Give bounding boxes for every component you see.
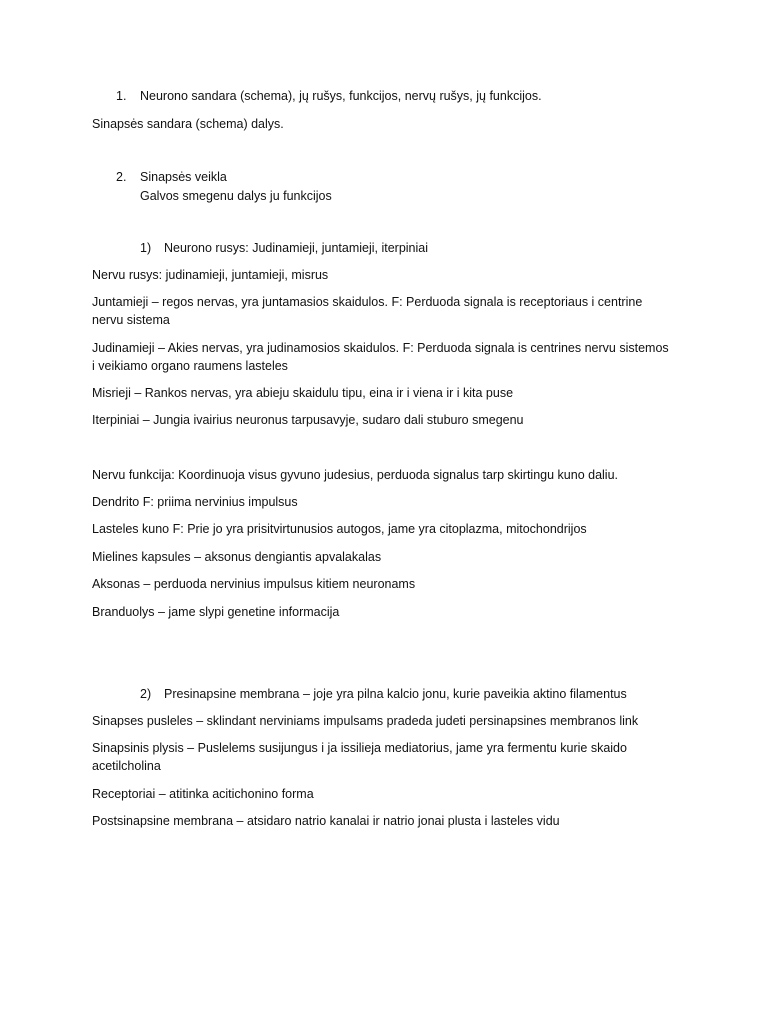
paragraph-dendrito: Dendrito F: priima nervinius impulsus <box>92 495 298 509</box>
question-2-subline: Galvos smegenu dalys ju funkcijos <box>140 189 332 203</box>
question-2-text: Sinapsės veikla <box>140 170 227 184</box>
paragraph-misrieji: Misrieji – Rankos nervas, yra abieju skaidulu tipu, eina ir i viena ir i kita puse <box>92 386 514 400</box>
paragraph-judinamieji: Judinamieji – Akies nervas, yra judinamosios skaidulos. F: Perduoda signala is centrines nervu sistemos i veikiamo organo raumens lasteles <box>92 341 669 373</box>
paragraph-iterpiniai: Iterpiniai – Jungia ivairius neuronus tarpusavyje, sudaro dali stuburo smegenu <box>92 413 524 427</box>
question-2 <box>116 168 696 186</box>
paragraph-nervu-funkcija: Nervu funkcija: Koordinuoja visus gyvuno judesius, perduoda signalus tarp skirtingu kuno daliu. <box>92 468 619 482</box>
paragraph-receptoriai: Receptoriai – atitinka acitichonino forma <box>92 787 314 801</box>
paragraph-sinapsinis-plysis: Sinapsinis plysis – Puslelems susijungus i ja issilieja mediatorius, jame yra fermentu kurie skaido acetilcholina <box>92 741 627 773</box>
question-1-subline: Sinapsės sandara (schema) dalys. <box>92 117 284 131</box>
answer-2-text: Presinapsine membrana – joje yra pilna kalcio jonu, kurie paveikia aktino filamentus <box>164 687 627 701</box>
paragraph-postsinapsine: Postsinapsine membrana – atsidaro natrio kanalai ir natrio jonai plusta i lasteles vidu <box>92 814 560 828</box>
paragraph-nervu-rusys: Nervu rusys: judinamieji, juntamieji, misrus <box>92 268 329 282</box>
answer-2-heading <box>140 685 720 703</box>
paragraph-sinapses-pusleles: Sinapses pusleles – sklindant nerviniams impulsams pradeda judeti persinapsines membranos link <box>92 714 639 728</box>
answer-1-heading <box>140 239 720 257</box>
paragraph-branduolys: Branduolys – jame slypi genetine informacija <box>92 605 340 619</box>
paragraph-mielines-kapsules: Mielines kapsules – aksonus dengiantis apvalakalas <box>92 550 382 564</box>
question-1-text: Neurono sandara (schema), jų rušys, funkcijos, nervų rušys, jų funkcijos. <box>140 89 542 103</box>
paragraph-juntamieji: Juntamieji – regos nervas, yra juntamasios skaidulos. F: Perduoda signala is receptoriaus i centrine nervu sistema <box>92 295 643 327</box>
paragraph-aksonas: Aksonas – perduoda nervinius impulsus kitiem neuronams <box>92 577 416 591</box>
question-2-number: 2. <box>116 170 127 184</box>
answer-1-text: Neurono rusys: Judinamieji, juntamieji, iterpiniai <box>164 241 429 255</box>
answer-2-number: 2) <box>140 687 152 701</box>
answer-1-number: 1) <box>140 241 152 255</box>
question-1 <box>116 87 696 105</box>
question-1-number: 1. <box>116 89 127 103</box>
paragraph-lasteles-kuno: Lasteles kuno F: Prie jo yra prisitvirtunusios autogos, jame yra citoplazma, mitochondrijos <box>92 522 587 536</box>
